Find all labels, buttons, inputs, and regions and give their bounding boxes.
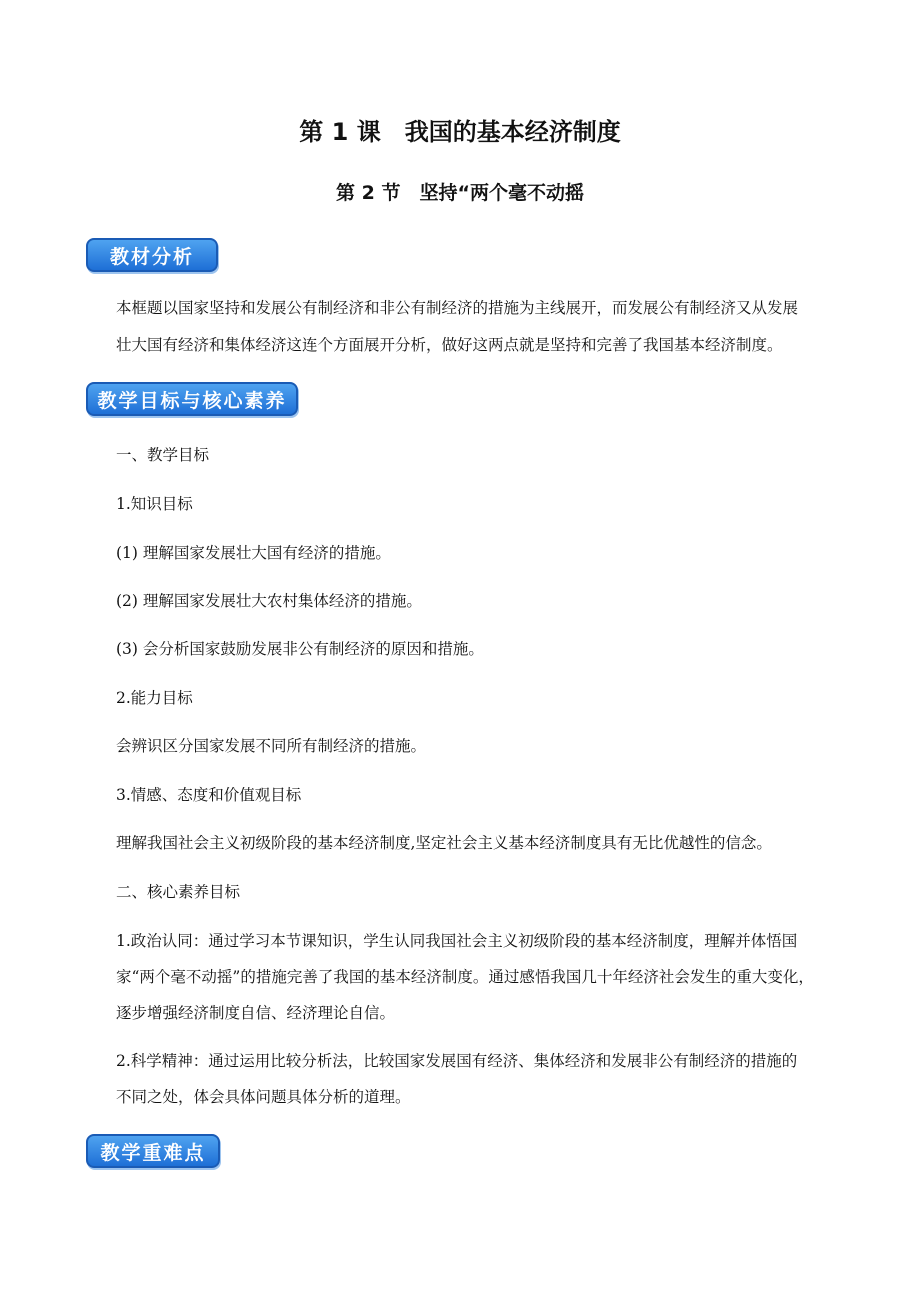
knowledge-goal-title: 1.知识目标	[116, 495, 193, 513]
analysis-line-2: 壮大国有经济和集体经济这连个方面展开分析，做好这两点就是坚持和完善了我国基本经济制度。	[116, 336, 783, 354]
badge-textbook-analysis: 教材分析	[86, 238, 218, 272]
core-goal-1-line-3: 逐步增强经济制度自信、经济理论自信。	[116, 1004, 396, 1022]
ability-goal-title: 2.能力目标	[116, 689, 193, 707]
ability-goal-1: 会辨识区分国家发展不同所有制经济的措施。	[116, 737, 427, 755]
core-goal-2-line-2: 不同之处，体会具体问题具体分析的道理。	[116, 1088, 411, 1106]
knowledge-goal-2: (2) 理解国家发展壮大农村集体经济的措施。	[116, 592, 422, 610]
goals-heading-1: 一、教学目标	[116, 446, 210, 464]
badge-key-points: 教学重难点	[86, 1134, 220, 1168]
goals-heading-2: 二、核心素养目标	[116, 883, 241, 901]
section-title: 第 2 节 坚持“两个毫不动摇	[336, 182, 584, 204]
core-goal-1-line-1: 1.政治认同：通过学习本节课知识，学生认同我国社会主义初级阶段的基本经济制度，理解并体悟国	[116, 932, 798, 950]
badge-teaching-goals: 教学目标与核心素养	[86, 382, 298, 416]
analysis-line-1: 本框题以国家坚持和发展公有制经济和非公有制经济的措施为主线展开，而发展公有制经济又从发展	[116, 299, 799, 317]
knowledge-goal-1: (1) 理解国家发展壮大国有经济的措施。	[116, 544, 391, 562]
emotion-goal-title: 3.情感、态度和价值观目标	[116, 786, 302, 804]
lesson-title: 第 1 课 我国的基本经济制度	[299, 118, 621, 146]
knowledge-goal-3: (3) 会分析国家鼓励发展非公有制经济的原因和措施。	[116, 640, 484, 658]
core-goal-1-line-2: 家“两个毫不动摇”的措施完善了我国的基本经济制度。通过感悟我国几十年经济社会发生的重大变化，	[116, 968, 814, 986]
core-goal-2-line-1: 2.科学精神：通过运用比较分析法，比较国家发展国有经济、集体经济和发展非公有制经济的措施的	[116, 1052, 798, 1070]
emotion-goal-1: 理解我国社会主义初级阶段的基本经济制度,坚定社会主义基本经济制度具有无比优越性的信念。	[116, 834, 772, 852]
